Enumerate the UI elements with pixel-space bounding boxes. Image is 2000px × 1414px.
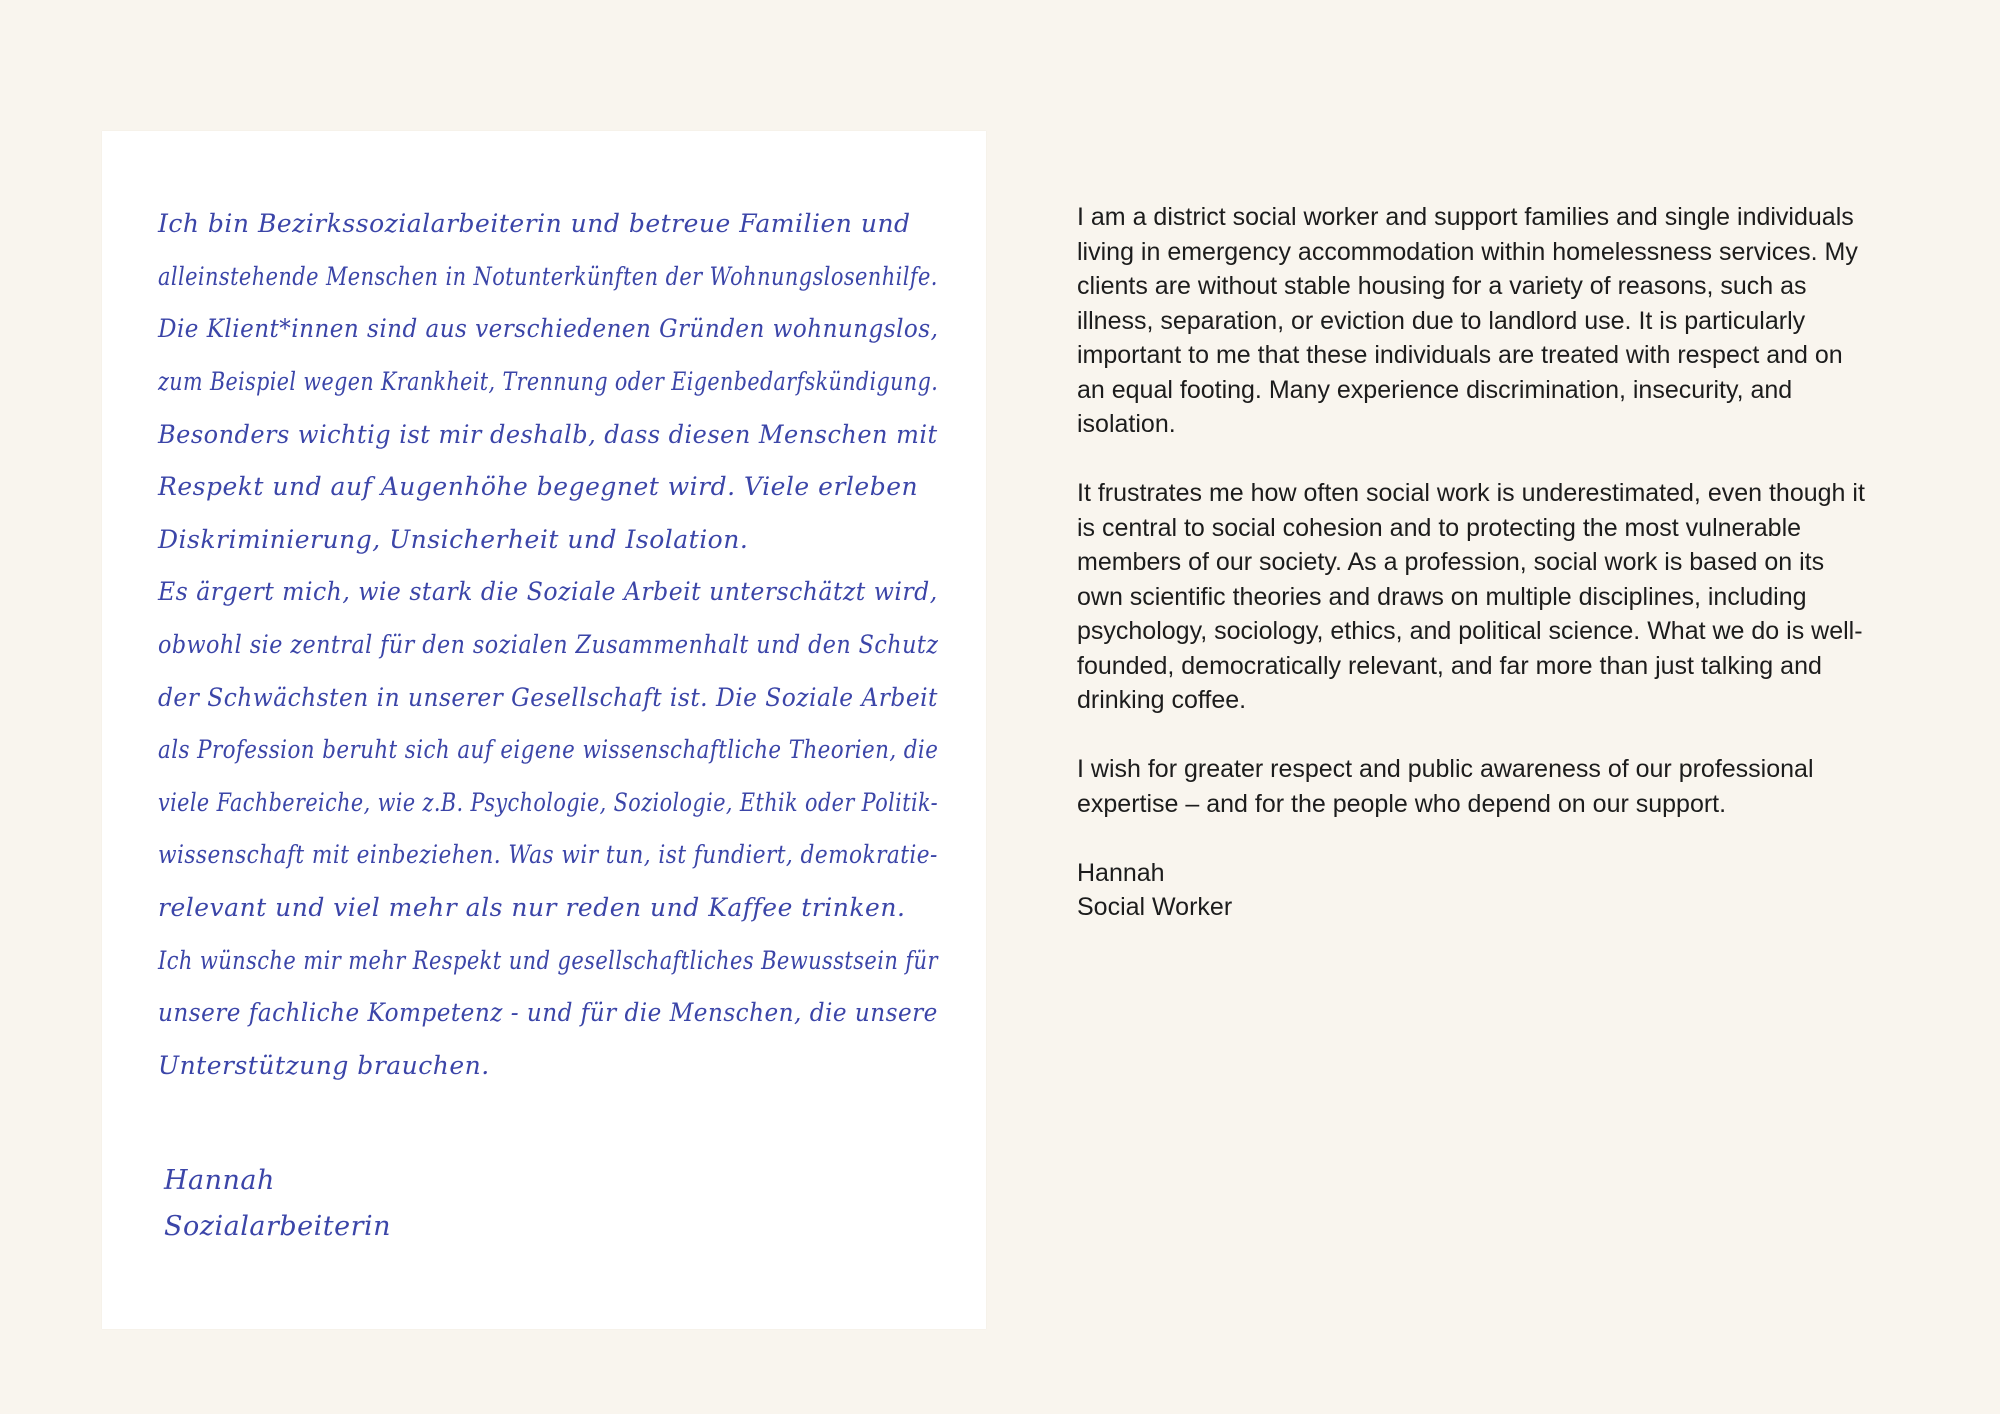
handwritten-line: alleinstehende Menschen in Notunterkünften der Wohnungslosenhilfe. — [158, 262, 938, 291]
handwritten-line: obwohl sie zentral für den sozialen Zusammenhalt und den Schutz — [158, 630, 939, 659]
handwritten-letter-sheet — [102, 131, 986, 1329]
handwritten-line: unsere fachliche Kompetenz - und für die Menschen, die unsere — [158, 998, 938, 1027]
translation-signature-name: Hannah — [1077, 858, 1165, 887]
handwritten-line: Ich bin Bezirkssozialarbeiterin und betreue Familien und — [158, 209, 911, 238]
handwritten-line: Ich wünsche mir mehr Respekt und gesellschaftliches Bewusstsein für — [158, 946, 938, 975]
handwritten-line: Respekt und auf Augenhöhe begegnet wird. Viele erleben — [158, 472, 919, 501]
handwritten-signature-role: Sozialarbeiterin — [164, 1211, 392, 1242]
translation-signature — [1077, 856, 1867, 925]
handwritten-signature-name: Hannah — [164, 1165, 275, 1196]
translation-paragraph: I am a district social worker and support families and single individuals living in emergency accommodation within homelessness services. My clients are without stable housing for a variety of reasons, such as illness, separation, or eviction due to landlord use. It is particularly important to me that these individuals are treated with respect and on an equal footing. Many experience discrimination, insecurity, and isolation. — [1077, 203, 1858, 438]
translation-paragraph: It frustrates me how often social work is underestimated, even though it is central to social cohesion and to protecting the most vulnerable members of our society. As a profession, social work is based on its own scientific theories and draws on multiple disciplines, including psychology, sociology, ethics, and political science. What we do is well-founded, democratically relevant, and far more than just talking and drinking coffee. — [1077, 479, 1865, 714]
handwritten-line: wissenschaft mit einbeziehen. Was wir tun, ist fundiert, demokratie- — [158, 840, 938, 869]
handwritten-line: Diskriminierung, Unsicherheit und Isolation. — [158, 525, 749, 554]
handwritten-line: viele Fachbereiche, wie z.B. Psychologie, Soziologie, Ethik oder Politik- — [158, 788, 939, 817]
translation-signature-role: Social Worker — [1077, 893, 1233, 921]
handwritten-line: zum Beispiel wegen Krankheit, Trennung oder Eigenbedarfskündigung. — [158, 367, 939, 396]
handwritten-line: als Profession beruht sich auf eigene wissenschaftliche Theorien, die — [158, 735, 939, 764]
handwritten-line: der Schwächsten in unserer Gesellschaft ist. Die Soziale Arbeit — [158, 683, 938, 712]
english-translation — [1077, 200, 1867, 925]
handwritten-line: relevant und viel mehr als nur reden und Kaffee trinken. — [158, 893, 906, 922]
handwritten-line: Die Klient*innen sind aus verschiedenen Gründen wohnungslos, — [158, 314, 939, 343]
handwritten-line: Es ärgert mich, wie stark die Soziale Arbeit unterschätzt wird, — [158, 577, 938, 606]
handwritten-line: Besonders wichtig ist mir deshalb, dass diesen Menschen mit — [158, 420, 938, 449]
handwritten-line: Unterstützung brauchen. — [158, 1051, 490, 1080]
translation-paragraph: I wish for greater respect and public awareness of our professional expertise – and for the people who depend on our support. — [1077, 755, 1814, 818]
